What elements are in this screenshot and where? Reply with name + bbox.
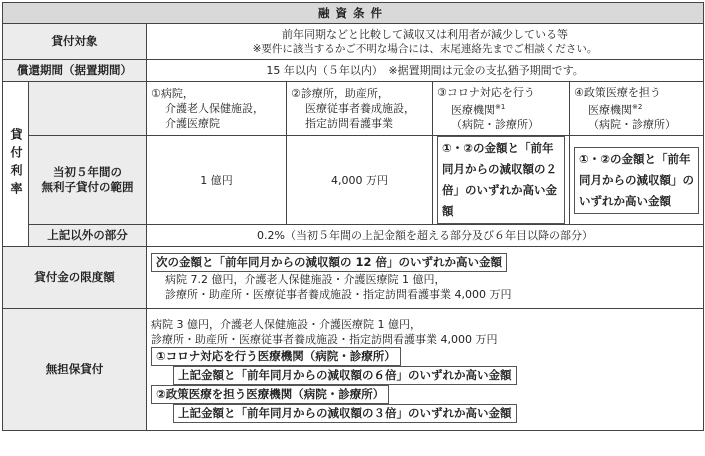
- col4-line2: 医療機関: [588, 103, 632, 117]
- col1-line2: 介護老人保健施設，: [165, 102, 264, 115]
- col2-line2: 医療従事者養成施設，: [305, 102, 415, 115]
- col3-line1: ③コロナ対応を行う: [437, 85, 535, 99]
- unsecured-line1: 病院 3 億円，介護老人保健施設・介護医療院 1 億円，: [151, 317, 421, 331]
- col4-line3: （病院・診療所）: [588, 118, 676, 132]
- rate-col-policy: [570, 82, 704, 136]
- unsecured-case1-body: 上記金額と「前年同月からの減収額の６倍」のいずれか高い金額: [173, 366, 517, 385]
- loan-conditions-document: [2, 2, 703, 452]
- limit-label: 貸付金の限度額: [3, 247, 147, 309]
- col4-line1: ④政策医療を担う: [574, 85, 661, 99]
- free-label-l2: 無利子貸付の範囲: [41, 180, 134, 194]
- free-val-clinic: 4,000 万円: [287, 136, 433, 225]
- rate-col-clinic: [287, 82, 433, 136]
- rate-header-blank: [29, 82, 147, 136]
- repay-value: 15 年以内（５年以内） ※据置期間は元金の支払猶予期間です。: [147, 60, 704, 82]
- target-label: 貸付対象: [3, 24, 147, 60]
- limit-line1: 病院 7.2 億円，介護老人保健施設・介護医療院 1 億円，: [165, 273, 446, 286]
- col1-line1: ①病院，: [151, 87, 194, 100]
- repay-label: 償還期間（据置期間）: [3, 60, 147, 82]
- limit-line2: 診療所・助産所・医療従事者養成施設・指定訪問看護事業 4,000 万円: [165, 288, 512, 301]
- limit-value: [147, 247, 704, 309]
- limit-head: 次の金額と「前年同月からの減収額の 12 倍」のいずれか高い金額: [151, 253, 507, 272]
- free-val-policy-text: ①・②の金額と「前年同月からの減収額」のいずれか高い金額: [574, 147, 699, 214]
- free-val-corona: [433, 136, 570, 225]
- rate-col-corona: [433, 82, 570, 136]
- free-range-label: [29, 136, 147, 225]
- col3-line3: （病院・診療所）: [451, 118, 539, 132]
- other-label: 上記以外の部分: [29, 225, 147, 247]
- col2-line1: ②診療所，助産所，: [291, 87, 389, 100]
- unsecured-line2: 診療所・助産所・医療従事者養成施設・指定訪問看護事業 4,000 万円: [151, 332, 498, 346]
- target-line2: ※要件に該当するかご不明な場合には、末尾連絡先までご相談ください。: [252, 42, 598, 55]
- unsecured-case2-body: 上記金額と「前年同月からの減収額の３倍」のいずれか高い金額: [173, 404, 517, 423]
- unsecured-value: [147, 309, 704, 431]
- col4-footnote: ※2: [632, 102, 643, 111]
- free-val-policy: [570, 136, 704, 225]
- col3-line2: 医療機関: [451, 103, 495, 117]
- table-title: 融資条件: [3, 3, 704, 24]
- col3-footnote: ※1: [495, 102, 506, 111]
- free-val-hospital: 1 億円: [147, 136, 287, 225]
- unsecured-label: 無担保貸付: [3, 309, 147, 431]
- target-value: [147, 24, 704, 60]
- unsecured-case1-head: ①コロナ対応を行う医療機関（病院・診療所）: [151, 347, 401, 366]
- other-value: 0.2%（当初５年間の上記金額を超える部分及び６年目以降の部分）: [147, 225, 704, 247]
- free-label-l1: 当初５年間の: [53, 165, 122, 179]
- col1-line3: 介護医療院: [165, 117, 220, 130]
- free-val-corona-text: ①・②の金額と「前年同月からの減収額の２倍」のいずれか高い金額: [437, 136, 565, 224]
- target-line1: 前年同期などと比較して減収又は利用者が減少している等: [282, 27, 569, 41]
- conditions-table: [2, 2, 704, 431]
- rate-label: 貸付利率: [3, 82, 29, 247]
- rate-col-hospital: [147, 82, 287, 136]
- col2-line3: 指定訪問看護事業: [305, 117, 393, 130]
- unsecured-case2-head: ②政策医療を担う医療機関（病院・診療所）: [151, 385, 389, 404]
